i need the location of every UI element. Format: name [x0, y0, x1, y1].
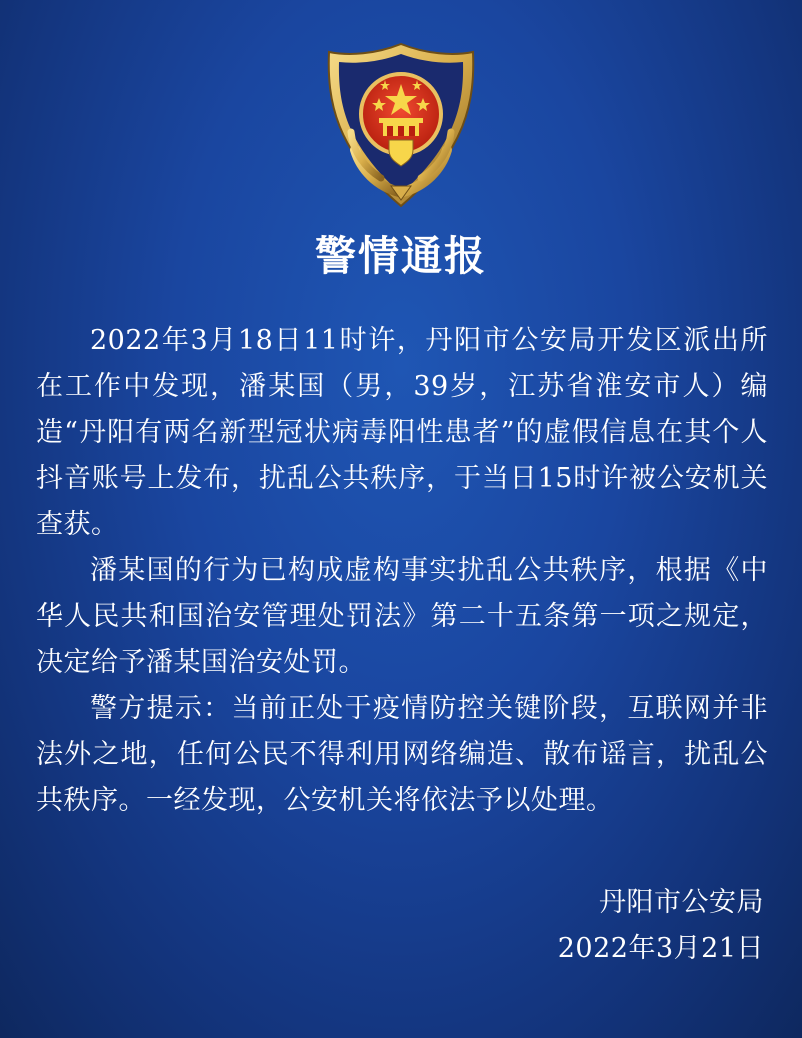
issuer-name: 丹阳市公安局 [599, 887, 764, 918]
police-emblem-icon [321, 40, 481, 210]
paragraph: 警方提示：当前正处于疫情防控关键阶段，互联网并非法外之地，任何公民不得利用网络编造、散布谣言，扰乱公共秩序。一经发现，公安机关将依法予以处理。 [36, 693, 768, 816]
paragraph: 潘某国的行为已构成虚构事实扰乱公共秩序，根据《中华人民共和国治安管理处罚法》第二十五条第一项之规定，决定给予潘某国治安处罚。 [36, 555, 768, 678]
notice-body [36, 318, 768, 824]
page-title: 警情通报 [315, 232, 487, 280]
issue-date: 2022年3月21日 [557, 933, 764, 964]
paragraph: 2022年3月18日11时许，丹阳市公安局开发区派出所在工作中发现，潘某国（男，39岁，江苏省淮安市人）编造“丹阳有两名新型冠状病毒阳性患者”的虚假信息在其个人抖音账号上发布，扰乱公共秩序，于当日15时许被公安机关查获。 [36, 325, 768, 540]
signature-block [558, 880, 764, 972]
